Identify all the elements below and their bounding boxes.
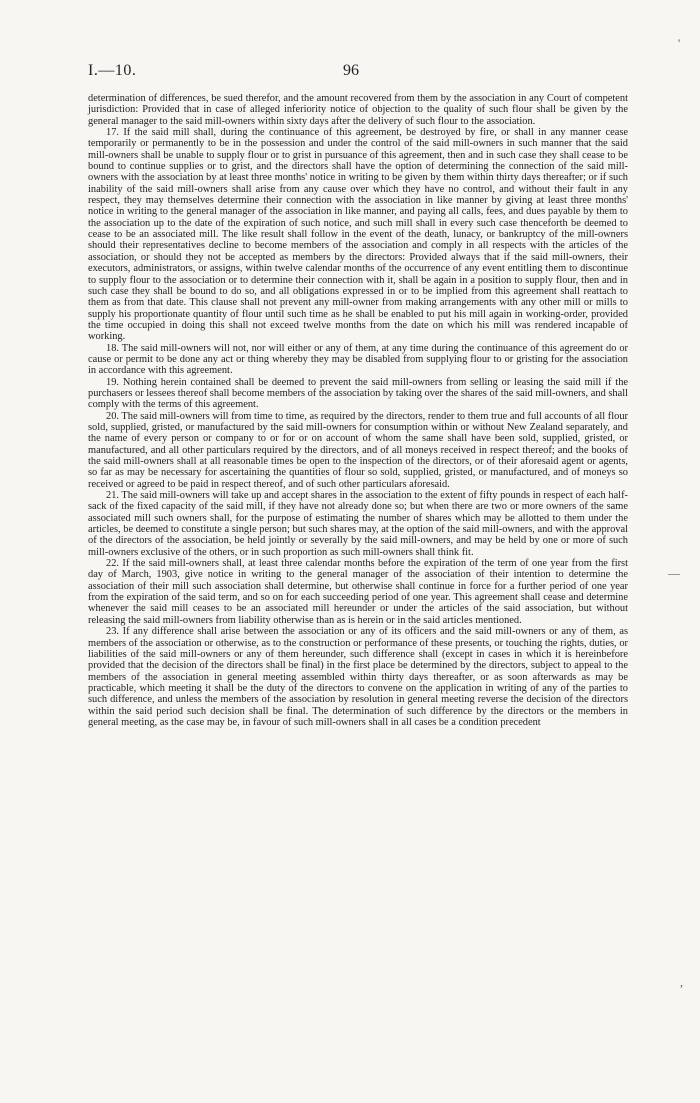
clause-22: 22. If the said mill-owners shall, at least three calendar months before the expiration of the term of one year from the first day of March, 1903, give notice in writing to the general manager of the association of their intention to determine the association of their mill such association shall determine, but otherwise shall continue in force for a further period of one year from the expiration of the said term, and so on for each succeeding period of one year. This agreement shall cease and determine whenever the said mill ceases to be an associated mill hereunder or under the articles of the said association, but without releasing the said mill-owners from liability otherwise than as is herein or in the said articles mentioned. [88, 558, 628, 626]
paragraph-continuation: determination of differences, be sued therefor, and the amount recovered from them by the association in any Court of competent jurisdiction: Provided that in case of alleged inferiority notice of objection to the quality of such flour shall be given by the general manager to the said mill-owners within sixty days after the delivery of such flour to the association. [88, 93, 628, 127]
clause-21: 21. The said mill-owners will take up and accept shares in the association to the extent of fifty pounds in respect of each half-sack of the fixed capacity of the said mill, if they have not already done so; but when there are two or more owners of the same associated mill such owners shall, for the purpose of estimating the number of shares which may be allotted to them under the articles, be deemed to constitute a single person; but such shares may, at the option of the said mill-owners, and with the approval of the directors of the association, be held jointly or severally by the said mill-owners, and may be held by one or more of such mill-owners exclusive of the others, or in such proportion as such mill-owners shall think fit. [88, 490, 628, 558]
clause-18: 18. The said mill-owners will not, nor will either or any of them, at any time during the continuance of this agreement do or cause or permit to be done any act or thing whereby they may be disabled from supplying flour to or gristing for the association in accordance with this agreement. [88, 342, 628, 377]
page-header [88, 62, 630, 82]
clause-17: 17. If the said mill shall, during the continuance of this agreement, be destroyed by fire, or shall in any manner cease temporarily or permanently to be in the possession and under the control of the said mill-owners in such manner that the said mill-owners shall be unable to supply flour or to grist in pursuance of this agreement, then and in such case they shall cease to be bound to continue supplies or to grist, and the directors shall have the option of determining the connection of the said mill-owners with the association by at least three months' notice in writing to be given by them within thirty days thereafter; or if such inability of the said mill-owners shall arise from any cause over which they have no control, and without their fault in any respect, they may themselves determine their connection with the association in like manner by giving at least three months' notice in writing to the general manager of the association in like manner, and paying all calls, fees, and dues payable by them to the association up to the date of the expiration of such notice, and such mill shall in every such case thenceforth be deemed to cease to be an associated mill. The like result shall follow in the event of the death, lunacy, or bankruptcy of the mill-owners should their representatives decline to become members of the association and comply in all respects with the articles of the association, or should they not be accepted as members by the directors: Provided always that if the said mill-owners, their executors, administrators, or assigns, within twelve calendar months of the occurrence of any event entitling them to discontinue to supply flour to the association or to determine their connection with it, shall be again in a position to supply flour, then and in such case they shall be bound to do so, and all obligations expressed in or to be implied from this agreement shall reattach to them as from that date. This clause shall not prevent any mill-owner from making arrangements with any other mill or mills to supply his proportionate quantity of flour until such time as he shall be enabled to put his mill again in working-order, provided the time occupied in doing this shall not exceed twelve months from the date on which his mill was rendered incapable of working. [88, 127, 628, 343]
clause-19: 19. Nothing herein contained shall be deemed to prevent the said mill-owners from selling or leasing the said mill if the purchasers or lessees thereof shall become members of the association by taking over the shares of the said mill-owners, and shall comply with the terms of this agreement. [88, 376, 628, 411]
clause-23: 23. If any difference shall arise between the association or any of its officers and the said mill-owners or any of them, as members of the association or otherwise, as to the construction or performance of these presents, or touching the rights, duties, or liabilities of the said mill-owners or any of them hereunder, such difference shall (except in cases in which it is hereinbefore provided that the decision of the directors shall be final) in the first place be determined by the directors, subject to appeal to the members of the association in general meeting assembled within thirty days thereafter, or as soon afterwards as may be practicable, which meeting it shall be the duty of the directors to convene on the application in writing of any of the parties to such difference, and unless the members of the association by resolution in general meeting reverse the decision of the directors within the said period such decision shall be final. The determination of such difference by the directors or the members in general meeting, as the case may be, in favour of such mill-owners shall in all cases be a condition precedent [88, 626, 628, 728]
clause-20: 20. The said mill-owners will from time to time, as required by the directors, render to them true and full accounts of all flour sold, supplied, gristed, or manufactured by the said mill-owners for consumption within or without New Zealand separately, and the name of every person or company to or for or on account of whom the same shall have been sold, supplied, gristed, or manufactured, and all other particulars required by the directors, and of all moneys received in respect thereof; and the books of the said mill-owners shall at all reasonable times be open to the inspection of the directors, or of their aforesaid agent or agents, so far as may be necessary for ascertaining the quantities of flour so sold, supplied, gristed, or manufactured, and of moneys so received or agreed to be paid in respect thereof, and of such other particulars aforesaid. [88, 410, 628, 490]
margin-dash-mark: — [668, 566, 680, 580]
page-number: 96 [343, 62, 359, 79]
body-text [88, 93, 628, 728]
margin-mark: ' [678, 36, 681, 50]
margin-mark: , [680, 975, 683, 989]
document-reference: I.—10. [88, 62, 137, 79]
